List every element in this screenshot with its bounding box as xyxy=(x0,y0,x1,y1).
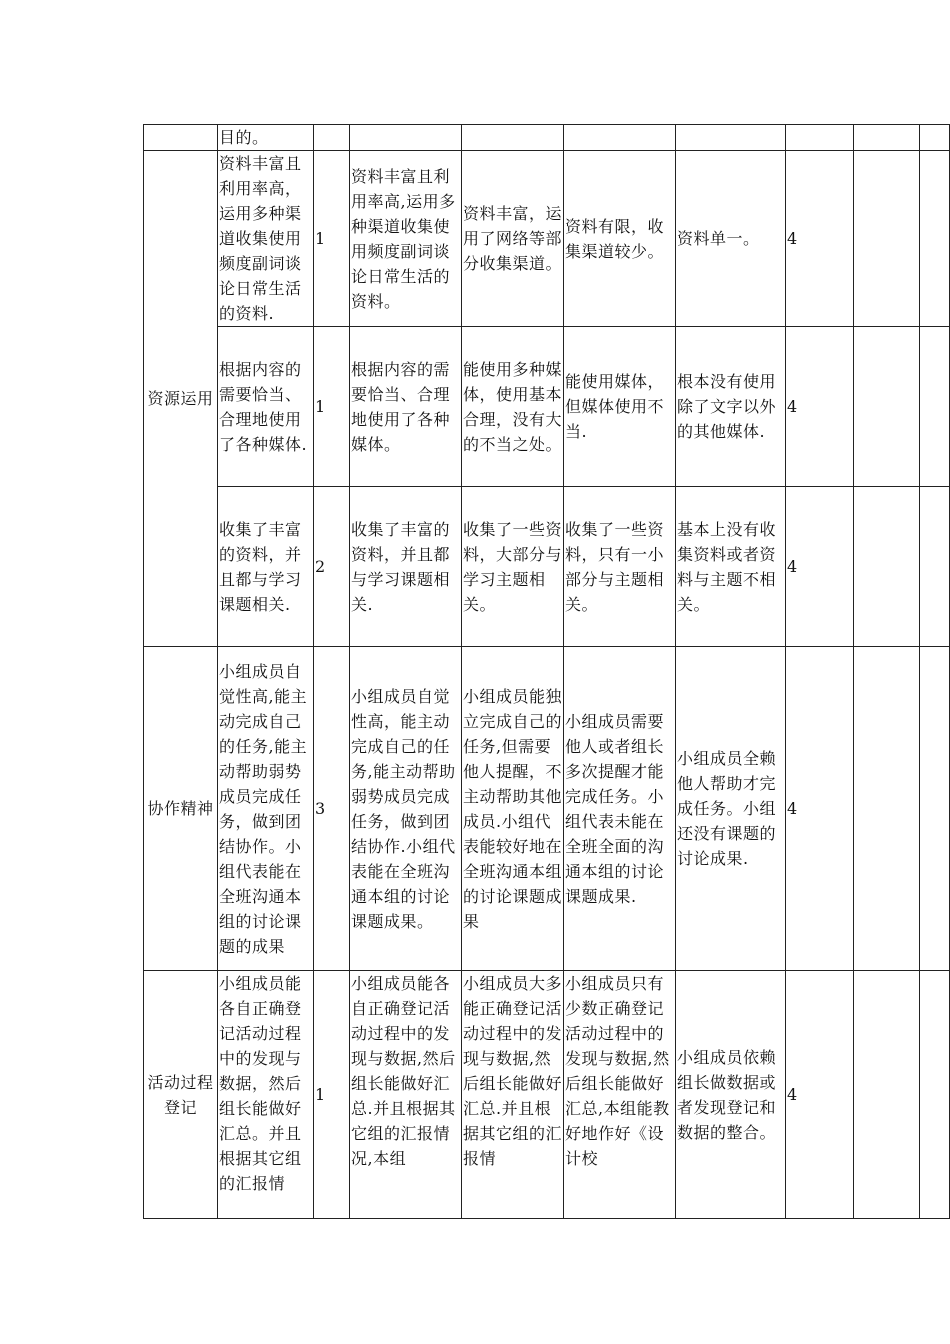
table-row xyxy=(144,971,950,1219)
empty-cell xyxy=(854,327,920,487)
empty-cell xyxy=(920,125,950,151)
level-e-cell: 小组成员依赖组长做数据或者发现登记和数据的整合。 xyxy=(676,971,786,1219)
empty-cell xyxy=(350,125,462,151)
level-d-cell: 小组成员需要他人或者组长多次提醒才能完成任务。小组代表未能在全班全面的沟通本组的讨论课题成果. xyxy=(564,647,676,971)
level-d-cell: 小组成员只有少数正确登记活动过程中的发现与数据,然后组长能做好汇总,本组能教好地作好《设计校 xyxy=(564,971,676,1219)
empty-cell xyxy=(462,125,564,151)
category-record: 活动过程登记 xyxy=(144,971,218,1219)
table-row xyxy=(144,151,950,327)
level-a-cell: 收集了丰富的资料，并且都与学习课题相关. xyxy=(218,487,314,647)
level-c-cell: 小组成员大多能正确登记活动过程中的发现与数据,然后组长能做好汇总.并且根据其它组的汇报情 xyxy=(462,971,564,1219)
empty-cell xyxy=(920,647,950,971)
empty-cell xyxy=(854,151,920,327)
empty-cell xyxy=(786,125,854,151)
table-row xyxy=(144,125,950,151)
rubric-table xyxy=(143,124,950,1219)
level-d-cell: 收集了一些资料，只有一小部分与主题相关。 xyxy=(564,487,676,647)
empty-cell xyxy=(854,647,920,971)
empty-cell xyxy=(854,971,920,1219)
level-d-cell: 资料有限，收集渠道较少。 xyxy=(564,151,676,327)
empty-cell xyxy=(564,125,676,151)
category-resource: 资源运用 xyxy=(144,151,218,647)
empty-cell xyxy=(920,971,950,1219)
empty-cell xyxy=(854,487,920,647)
empty-cell xyxy=(920,327,950,487)
score-e-cell: 4 xyxy=(786,151,854,327)
level-d-cell: 能使用媒体，但媒体使用不当. xyxy=(564,327,676,487)
score-a-cell: 2 xyxy=(314,487,350,647)
continuation-cell: 目的。 xyxy=(218,125,314,151)
level-b-cell: 资料丰富且利用率高,运用多种渠道收集使用频度副词谈论日常生活的资料。 xyxy=(350,151,462,327)
score-a-cell: 3 xyxy=(314,647,350,971)
level-b-cell: 小组成员自觉性高，能主动完成自己的任务,能主动帮助弱势成员完成任务，做到团结协作.小组代表能在全班沟通本组的讨论课题成果。 xyxy=(350,647,462,971)
empty-cell xyxy=(920,151,950,327)
table-row xyxy=(144,487,950,647)
score-a-cell: 1 xyxy=(314,971,350,1219)
score-e-cell: 4 xyxy=(786,327,854,487)
level-a-cell: 资料丰富且利用率高，运用多种渠道收集使用频度副词谈论日常生活的资料. xyxy=(218,151,314,327)
table-row xyxy=(144,327,950,487)
level-a-cell: 小组成员自觉性高,能主动完成自己的任务,能主动帮助弱势成员完成任务，做到团结协作。小组代表能在全班沟通本组的讨论课题的成果 xyxy=(218,647,314,971)
empty-cell xyxy=(920,487,950,647)
level-b-cell: 小组成员能各自正确登记活动过程中的发现与数据,然后组长能做好汇总.并且根据其它组的汇报情况,本组 xyxy=(350,971,462,1219)
score-e-cell: 4 xyxy=(786,487,854,647)
empty-cell xyxy=(854,125,920,151)
category-collaboration: 协作精神 xyxy=(144,647,218,971)
level-c-cell: 能使用多种媒体，使用基本合理，没有大的不当之处。 xyxy=(462,327,564,487)
level-e-cell: 小组成员全赖他人帮助才完成任务。小组还没有课题的讨论成果. xyxy=(676,647,786,971)
level-b-cell: 收集了丰富的资料，并且都与学习课题相关. xyxy=(350,487,462,647)
level-a-cell: 小组成员能各自正确登记活动过程中的发现与数据，然后组长能做好汇总。并且根据其它组的汇报情 xyxy=(218,971,314,1219)
level-c-cell: 小组成员能独立完成自己的任务,但需要他人提醒，不主动帮助其他成员.小组代表能较好地在全班沟通本组的讨论课题成果 xyxy=(462,647,564,971)
level-e-cell: 根本没有使用除了文字以外的其他媒体. xyxy=(676,327,786,487)
level-c-cell: 资料丰富，运用了网络等部分收集渠道。 xyxy=(462,151,564,327)
empty-cell xyxy=(676,125,786,151)
empty-cell xyxy=(144,125,218,151)
level-c-cell: 收集了一些资料，大部分与学习主题相关。 xyxy=(462,487,564,647)
score-a-cell: 1 xyxy=(314,327,350,487)
score-e-cell: 4 xyxy=(786,647,854,971)
empty-cell xyxy=(314,125,350,151)
level-b-cell: 根据内容的需要恰当、合理地使用了各种媒体。 xyxy=(350,327,462,487)
level-e-cell: 基本上没有收集资料或者资料与主题不相关。 xyxy=(676,487,786,647)
level-e-cell: 资料单一。 xyxy=(676,151,786,327)
score-e-cell: 4 xyxy=(786,971,854,1219)
table-row xyxy=(144,647,950,971)
score-a-cell: 1 xyxy=(314,151,350,327)
level-a-cell: 根据内容的需要恰当、合理地使用了各种媒体. xyxy=(218,327,314,487)
